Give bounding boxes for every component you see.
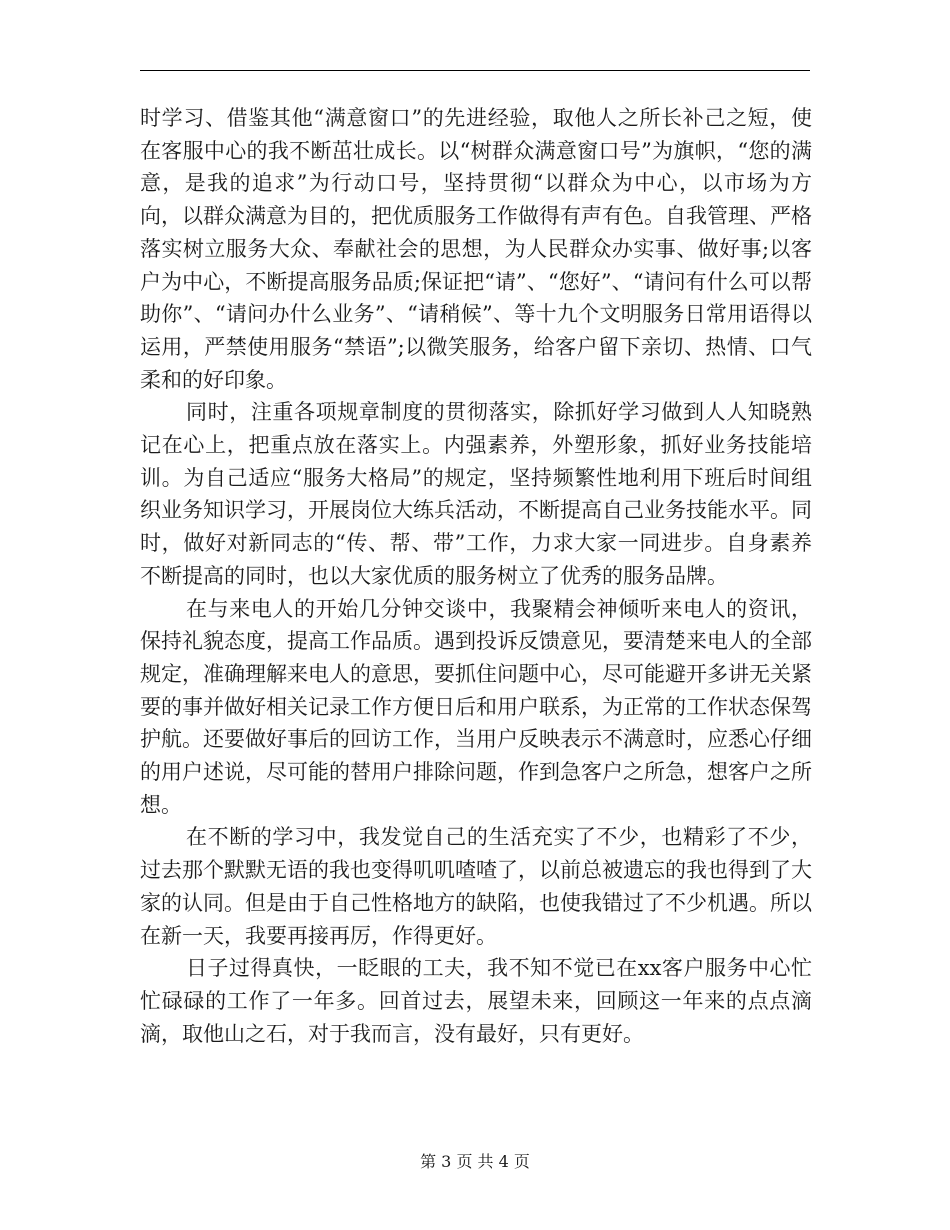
paragraph-1: 时学习、借鉴其他“满意窗口”的先进经验，取他人之所长补己之短，使在客服中心的我不断茁壮成长。以“树群众满意窗口号”为旗帜，“您的满意，是我的追求”为行动口号，坚持贯彻“以群众为中心，以市场为方向，以群众满意为目的，把优质服务工作做得有声有色。自我管理、严格落实树立服务大众、奉献社会的思想，为人民群众办实事、做好事;以客户为中心，不断提高服务品质;保证把“请”、“您好”、“请问有什么可以帮助你”、“请问办什么业务”、“请稍候”、等十九个文明服务日常用语得以运用，严禁使用服务“禁语”;以微笑服务，给客户留下亲切、热情、口气柔和的好印象。 (140, 106, 812, 392)
paragraph-5: 日子过得真快，一眨眼的工夫，我不知不觉已在xx客户服务中心忙忙碌碌的工作了一年多。回首过去，展望未来，回顾这一年来的点点滴滴，取他山之石，对于我而言，没有最好，只有更好。 (140, 956, 812, 1046)
page-footer (0, 1152, 950, 1172)
page-number-label: 第 3 页 共 4 页 (420, 1152, 530, 1171)
paragraph-3: 在与来电人的开始几分钟交谈中，我聚精会神倾听来电人的资讯，保持礼貌态度，提高工作品质。遇到投诉反馈意见，要清楚来电人的全部规定，准确理解来电人的意思，要抓住问题中心，尽可能避开多讲无关紧要的事并做好相关记录工作方便日后和用户联系，为正常的工作状态保驾护航。还要做好事后的回访工作，当用户反映表示不满意时，应悉心仔细的用户述说，尽可能的替用户排除问题，作到急客户之所急，想客户之所想。 (140, 596, 812, 817)
header-rule (140, 70, 810, 71)
paragraph-4: 在不断的学习中，我发觉自己的生活充实了不少，也精彩了不少，过去那个默默无语的我也变得叽叽喳喳了，以前总被遗忘的我也得到了大家的认同。但是由于自己性格地方的缺陷，也使我错过了不少机遇。所以在新一天，我要再接再厉，作得更好。 (140, 825, 812, 948)
paragraph-2: 同时，注重各项规章制度的贯彻落实，除抓好学习做到人人知晓熟记在心上，把重点放在落实上。内强素养，外塑形象，抓好业务技能培训。为自己适应“服务大格局”的规定，坚持频繁性地利用下班后时间组织业务知识学习，开展岗位大练兵活动，不断提高自己业务技能水平。同时，做好对新同志的“传、帮、带”工作，力求大家一同进步。自身素养不断提高的同时，也以大家优质的服务树立了优秀的服务品牌。 (140, 400, 812, 588)
document-body (140, 102, 812, 1050)
